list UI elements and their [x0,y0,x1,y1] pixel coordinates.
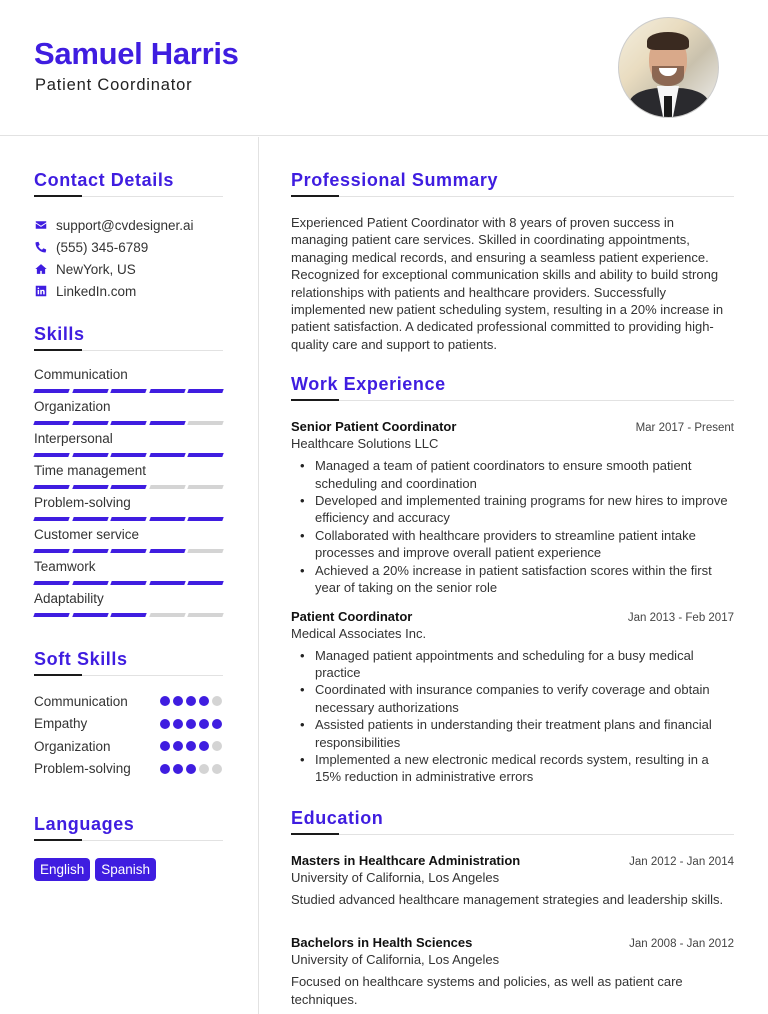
level-segment-filled [33,549,69,553]
skill-label: Adaptability [34,591,104,606]
job-bullet: • Managed a team of patient coordinators to ensure smooth patient scheduling and coordination [315,457,734,492]
skill-level-bar [34,549,223,553]
level-segment-filled [33,453,69,457]
level-segment-filled [33,517,69,521]
education-entry [291,935,734,1008]
degree-title: Masters in Healthcare Administration [291,852,521,868]
section-rule [34,675,223,676]
rating-dot-filled [173,696,183,706]
education-description: Focused on healthcare systems and policies, as well as patient care techniques. [291,974,683,1007]
summary-section [291,170,734,353]
level-segment-filled [110,581,146,585]
level-segment-filled [149,421,185,425]
education-entry [291,853,734,908]
level-segment-empty [188,549,224,553]
job-bullet: • Developed and implemented training programs for new hires to improve efficiency and accuracy [315,492,734,527]
job-bullets [291,457,734,596]
rating-dot-empty [212,764,222,774]
candidate-name: Samuel Harris [34,36,239,71]
skills-section [34,324,223,623]
section-rule [34,196,223,197]
degree-title: Bachelors in Health Sciences [291,935,473,951]
photo-hair [647,32,689,50]
job-company: Healthcare Solutions LLC [291,436,439,452]
skill-item [34,527,223,559]
rating-dot-filled [199,741,209,751]
level-segment-filled [149,453,185,457]
rating-dot-empty [212,741,222,751]
level-segment-filled [188,581,224,585]
job-company: Medical Associates Inc. [291,625,427,641]
section-title-summary: Professional Summary [291,170,499,190]
section-title-languages: Languages [34,814,135,834]
home-icon [34,262,48,276]
language-list [34,858,223,881]
level-segment-filled [72,453,108,457]
skill-level-bar [34,421,223,425]
level-segment-filled [110,389,146,393]
level-segment-filled [72,421,108,425]
level-segment-filled [188,517,224,521]
contact-email[interactable] [34,214,223,236]
contact-section [34,170,223,302]
contact-linkedin-text: LinkedIn.com [56,283,137,299]
linkedin-icon [34,284,48,298]
education-header [291,935,734,950]
level-segment-filled [110,453,146,457]
job-bullet: • Implemented a new electronic medical records system, resulting in a 15% reduction in administrative errors [315,751,734,786]
job-bullet: • Coordinated with insurance companies to verify coverage and obtain necessary authorizations [315,681,734,716]
rating-dot-filled [160,741,170,751]
job-entry [291,609,734,786]
rating-dot-filled [186,764,196,774]
rating-dot-empty [199,764,209,774]
skill-item [34,591,223,623]
skill-item [34,463,223,495]
level-segment-filled [33,581,69,585]
soft-skill-item [34,713,223,736]
level-segment-filled [72,549,108,553]
soft-skill-list [34,690,223,780]
section-rule [291,834,734,835]
job-date: Mar 2017 - Present [635,422,734,435]
section-title-soft-skills: Soft Skills [34,649,128,669]
level-segment-filled [72,517,108,521]
candidate-role: Patient Coordinator [35,76,193,94]
work-section [291,374,734,786]
level-segment-filled [33,421,69,425]
job-bullet: • Collaborated with healthcare providers to streamline patient intake processes and improve overall patient experience [315,527,734,562]
rating-dot-filled [173,764,183,774]
soft-skill-label: Problem-solving [34,761,131,777]
rating-dot-filled [160,764,170,774]
level-segment-filled [149,389,185,393]
level-segment-filled [110,613,146,617]
skill-label: Interpersonal [34,431,113,446]
job-title: Senior Patient Coordinator [291,419,457,435]
job-bullet: • Managed patient appointments and scheduling for a busy medical practice [315,647,734,682]
soft-skill-label: Communication [34,693,128,709]
contact-linkedin[interactable] [34,280,223,302]
job-bullet: • Achieved a 20% increase in patient satisfaction scores within the first year of taking on the senior role [315,562,734,597]
soft-skill-rating [160,696,222,706]
level-segment-filled [72,613,108,617]
skill-label: Time management [34,463,147,478]
section-rule [291,400,734,401]
soft-skill-rating [160,719,222,729]
rating-dot-filled [186,719,196,729]
soft-skill-item [34,735,223,758]
level-segment-empty [188,421,224,425]
job-entry [291,419,734,596]
language-badge: Spanish [95,858,156,881]
level-segment-empty [149,613,185,617]
skill-item [34,367,223,399]
rating-dot-filled [212,719,222,729]
skill-label: Communication [34,367,128,382]
job-header [291,419,734,434]
level-segment-filled [149,581,185,585]
job-bullet: • Assisted patients in understanding their treatment plans and financial responsibilities [315,716,734,751]
level-segment-empty [149,485,185,489]
rating-dot-filled [160,696,170,706]
column-divider [258,137,259,1014]
resume-header [0,0,768,136]
level-segment-filled [188,453,224,457]
section-title-skills: Skills [34,324,85,344]
school-name: University of California, Los Angeles [291,952,500,968]
education-description: Studied advanced healthcare management strategies and leadership skills. [291,891,724,907]
section-rule [291,196,734,197]
rating-dot-filled [173,719,183,729]
level-segment-empty [188,485,224,489]
skill-level-bar [34,517,223,521]
section-title-education: Education [291,807,384,828]
contact-phone-text: (555) 345-6789 [56,239,149,255]
level-segment-filled [188,389,224,393]
skill-item [34,399,223,431]
level-segment-filled [72,581,108,585]
level-segment-filled [33,485,69,489]
skill-label: Customer service [34,527,140,542]
skill-list [34,367,223,623]
contact-list [34,214,223,302]
level-segment-filled [72,389,108,393]
education-header [291,853,734,868]
rating-dot-filled [173,741,183,751]
section-title-contact: Contact Details [34,170,175,190]
education-date: Jan 2012 - Jan 2014 [629,855,734,868]
soft-skills-section [34,649,223,780]
education-section [291,808,734,1008]
skill-level-bar [34,389,223,393]
skill-label: Problem-solving [34,495,131,510]
soft-skill-item [34,690,223,713]
level-segment-filled [72,485,108,489]
level-segment-filled [110,421,146,425]
rating-dot-empty [212,696,222,706]
skill-item [34,431,223,463]
soft-skill-rating [160,764,222,774]
languages-section [34,814,223,881]
contact-location [34,258,223,280]
phone-icon [34,240,48,254]
soft-skill-label: Organization [34,738,111,754]
level-segment-filled [149,517,185,521]
envelope-icon [34,218,48,232]
contact-location-text: NewYork, US [56,261,136,277]
contact-email-text: support@cvdesigner.ai [56,217,194,233]
skill-item [34,495,223,527]
soft-skill-rating [160,741,222,751]
level-segment-filled [110,549,146,553]
rating-dot-filled [186,741,196,751]
profile-photo [618,17,719,118]
level-segment-filled [33,389,69,393]
rating-dot-filled [186,696,196,706]
rating-dot-filled [160,719,170,729]
soft-skill-label: Empathy [34,716,88,732]
left-column [34,170,223,881]
school-name: University of California, Los Angeles [291,869,500,885]
job-bullets [291,647,734,786]
rating-dot-filled [199,719,209,729]
skill-level-bar [34,613,223,617]
level-segment-empty [188,613,224,617]
contact-phone[interactable] [34,236,223,258]
language-badge: English [34,858,90,881]
soft-skill-item [34,758,223,781]
skill-item [34,559,223,591]
summary-text: Experienced Patient Coordinator with 8 years of proven success in managing patient care services. Skilled in coordinating appointments, managing medical records, and ensuring a seamless patient experience. Recognized for exceptional communication skills and ability to build strong relationships with patients and healthcare providers. Successfully implemented new patient scheduling system, resulting in a 20% increase in patient satisfaction. A dedicated professional committed to providing high-quality care and support to patients. [291,215,724,352]
skill-level-bar [34,453,223,457]
skill-label: Teamwork [34,559,96,574]
photo-tie [664,96,672,118]
job-title: Patient Coordinator [291,608,413,624]
job-date: Jan 2013 - Feb 2017 [627,611,734,624]
level-segment-filled [110,517,146,521]
job-header [291,609,734,624]
level-segment-filled [149,549,185,553]
skill-level-bar [34,581,223,585]
level-segment-filled [110,485,146,489]
skill-label: Organization [34,399,111,414]
level-segment-filled [33,613,69,617]
section-rule [34,350,223,351]
section-rule [34,840,223,841]
rating-dot-filled [199,696,209,706]
section-title-work: Work Experience [291,374,446,395]
education-date: Jan 2008 - Jan 2012 [629,938,734,951]
right-column [291,170,734,1008]
skill-level-bar [34,485,223,489]
